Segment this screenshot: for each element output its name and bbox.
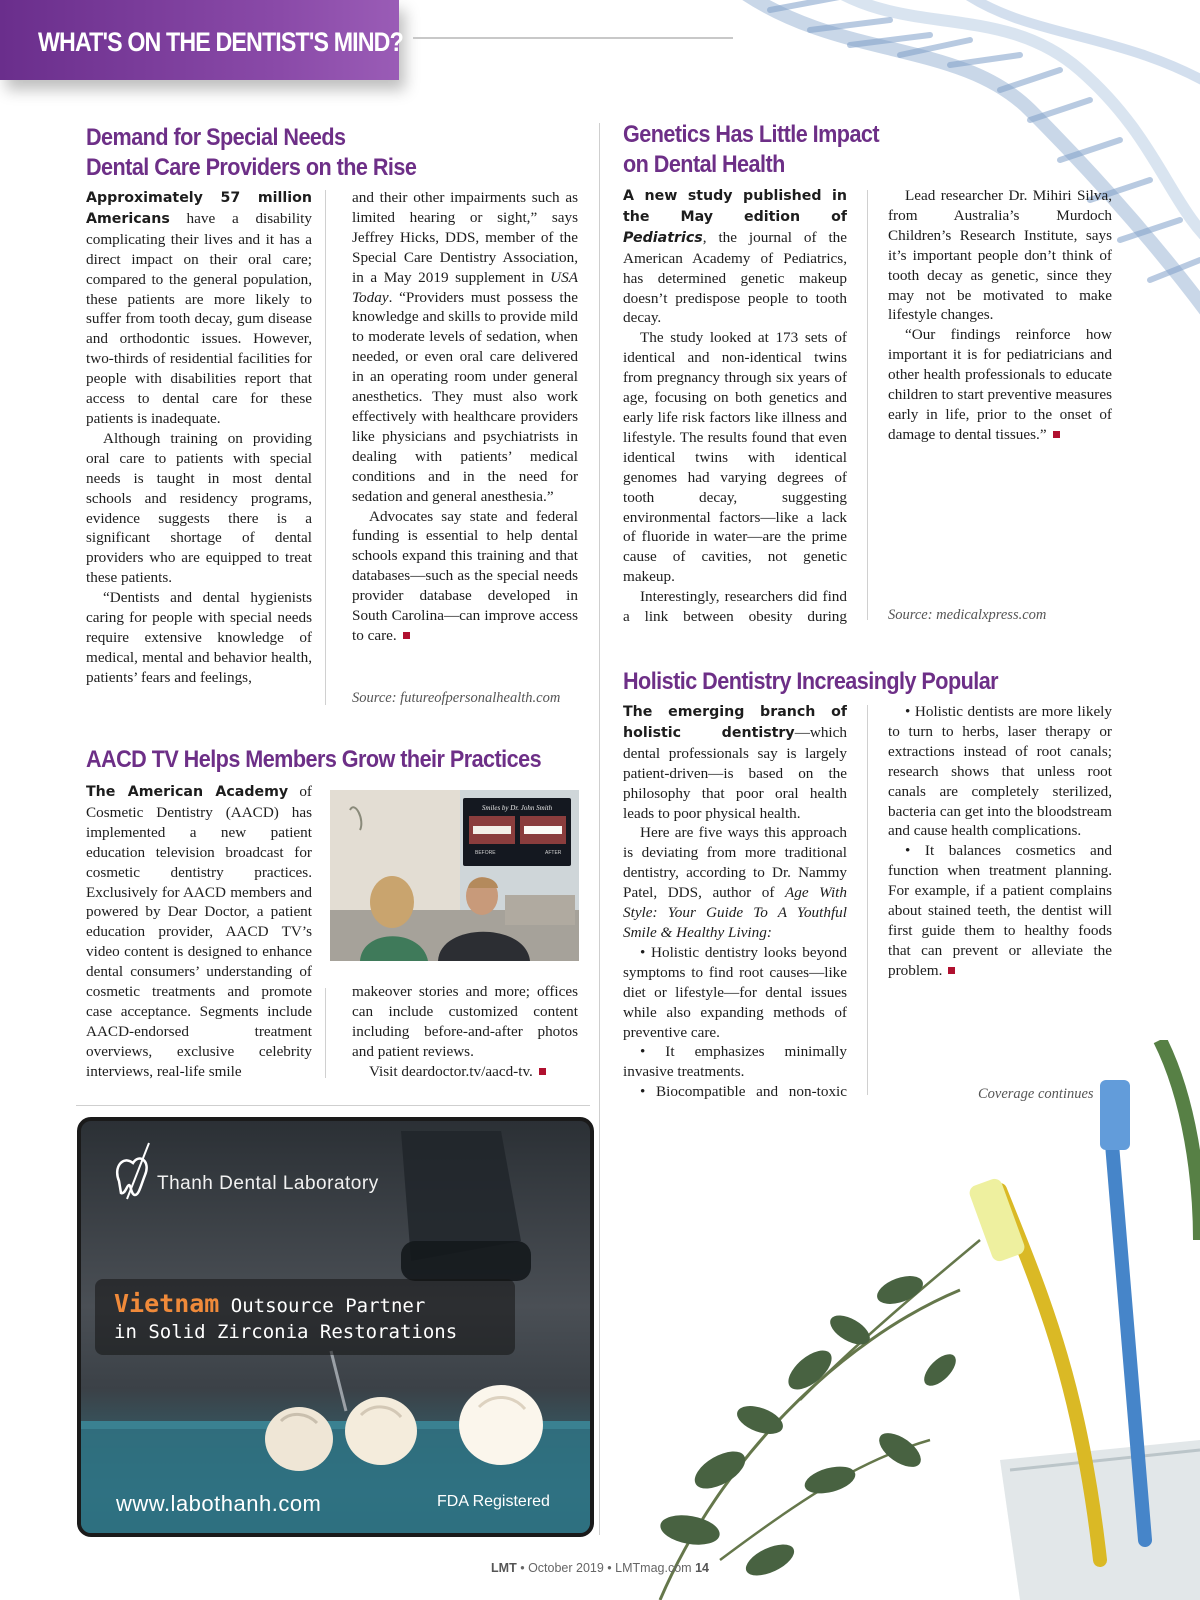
article-column: A new study published in the May edition of Pediatrics, the journal of the American Academy of Pediatrics, has determined genetic makeup doesn’t predispose people to tooth decay. The study looked at 173 sets of identical and non-identical twins from pregnancy through six years of age, focusing on both genetics and early life risk factors like illness and lifestyle. The results found that even identical twins with identical genomes had varying degrees of tooth decay, suggesting environmental factors—like a lack of fluoride in water—are the prime cause of cavities, not genetic makeup. Interestingly, researchers did find a link between obesity during (623, 188, 847, 626)
article-column: makeover stories and more; offices can include customized content including before-and-after photos and patient reviews. Visit deardoctor.tv/aacd-tv. (352, 983, 578, 1080)
magazine-name: LMT (491, 1561, 517, 1575)
issue-date: October 2019 (528, 1561, 604, 1575)
article-headline: Genetics Has Little Impact on Dental Health (623, 121, 880, 178)
thanh-dental-ad[interactable] (77, 1117, 594, 1537)
end-mark (539, 1068, 546, 1075)
article-source: Source: futureofpersonalhealth.com (352, 690, 561, 706)
ad-headline-line1: Vietnam Outsource Partner (114, 1289, 426, 1318)
fda-badge: FDA Registered (437, 1493, 550, 1510)
plant-toothbrush-image (600, 1040, 1200, 1600)
section-divider (76, 1105, 590, 1106)
article-column: The emerging branch of holistic dentistry—which dental professionals say is largely patient-driven—is based on the philosophy that poor oral health leads to poor physical health. Here are five ways this approach is deviating from more traditional dentistry, according to Dr. Nammy Patel, DDS, author of Age With Style: Your Guide To A Youthful Smile & Healthy Living: • Holistic dentistry looks beyond symptoms to find root causes—like diet or lifestyle—for dental issues while also expanding methods of preventive care. • It emphasizes minimally invasive treatments. • Biocompatible and non-toxic (623, 704, 847, 1101)
tv-before-label: BEFORE (475, 850, 496, 856)
end-mark (948, 967, 955, 974)
column-divider (867, 705, 868, 1095)
end-mark (403, 632, 410, 639)
article-headline: AACD TV Helps Members Grow their Practices (86, 746, 542, 773)
page-footer: LMT • October 2019 • LMTmag.com 14 (491, 1561, 709, 1575)
tooth-logo-icon (109, 1141, 155, 1201)
end-mark (1053, 431, 1060, 438)
article-column: The American Academy of Cosmetic Dentistry (AACD) has implemented a new patient education television broadcast for cosmetic dentistry practices. Exclusively for AACD members and powered by Dear Doctor, a patient education provider, AACD TV’s video content is designed to enhance dental consumers’ understanding of cosmetic treatments and promote case acceptance. Segments include AACD-endorsed treatment overviews, exclusive celebrity interviews, real-life smile (86, 783, 312, 1080)
coverage-continues: Coverage continues (978, 1086, 1094, 1102)
article-source: Source: medicalxpress.com (888, 607, 1047, 623)
article-column: and their other impairments such as limited hearing or sight,” says Jeffrey Hicks, DDS, member of the Special Care Dentistry Association, in a May 2019 supplement in USA Today. “Providers must possess the knowledge and skills to provide mild to moderate levels of sedation, when needed, or even oral care delivered in an operating room under general anesthetics. They must also work effectively with healthcare providers like physicians and psychiatrists in dealing with patients’ medical conditions and in the need for sedation and general anesthesia.” Advocates say state and federal funding is essential to help dental schools expand this training and that databases—such as the special needs provider database developed in South Carolina—can improve access to care. (352, 189, 578, 644)
article-headline: Demand for Special Needs Dental Care Providers on the Rise (86, 124, 417, 181)
ad-website-link[interactable]: www.labothanh.com (116, 1491, 322, 1516)
ad-brand: Thanh Dental Laboratory (157, 1173, 379, 1194)
article-column: • Holistic dentists are more likely to turn to herbs, laser therapy or extractions instead of root canals; research shows that unless root canals are completely sterilized, bacteria can get into the bloodstream and cause health complications. • It balances cosmetics and function when treatment planning. For example, if a patient complains about stained teeth, the dentist will first guide them to healthy foods that can prevent or alleviate the problem. (888, 703, 1112, 979)
section-title: WHAT'S ON THE DENTIST'S MIND? (38, 27, 403, 57)
article-column: Lead researcher Dr. Mihiri Silva, from Australia’s Murdoch Children’s Research Institute, says it’s important people don’t think of tooth decay as genetic, since they may not be motivated to make lifestyle changes. “Our findings reinforce how important it is for pediatricians and other health professionals to educate children to start preventive measures early in life, prior to the onset of damage to dental tissues.” (888, 187, 1112, 443)
tv-after-label: AFTER (545, 850, 562, 856)
article-column: Approximately 57 million Americans have a disability complicating their lives and it has a direct impact on their oral care; compared to the general population, these patients are more likely to suffer from tooth decay, gum disease and orthodontic issues. However, two-thirds of residential facilities for people with disabilities report that access to dental care for these patients is inadequate. Although training on providing oral care to patients with special needs is taught in most dental schools and residency programs, evidence suggests there is a significant shortage of dental providers who are equipped to treat these patients. “Dentists and dental hygienists caring for people with special needs require extensive knowledge of medical, mental and behavior health, patients’ fears and feelings, (86, 190, 312, 686)
article-headline: Holistic Dentistry Increasingly Popular (623, 668, 999, 695)
column-divider (325, 190, 326, 705)
column-divider (867, 190, 868, 620)
ad-headline-line2: in Solid Zirconia Restorations (114, 1321, 458, 1343)
section-banner (0, 0, 403, 80)
footer-website[interactable]: LMTmag.com (615, 1561, 692, 1575)
column-divider (325, 988, 326, 1078)
header-rule (413, 37, 733, 39)
tv-caption: Smiles by Dr. John Smith (481, 804, 553, 812)
page-number: 14 (695, 1561, 709, 1575)
aacd-tv-photo (330, 790, 579, 961)
